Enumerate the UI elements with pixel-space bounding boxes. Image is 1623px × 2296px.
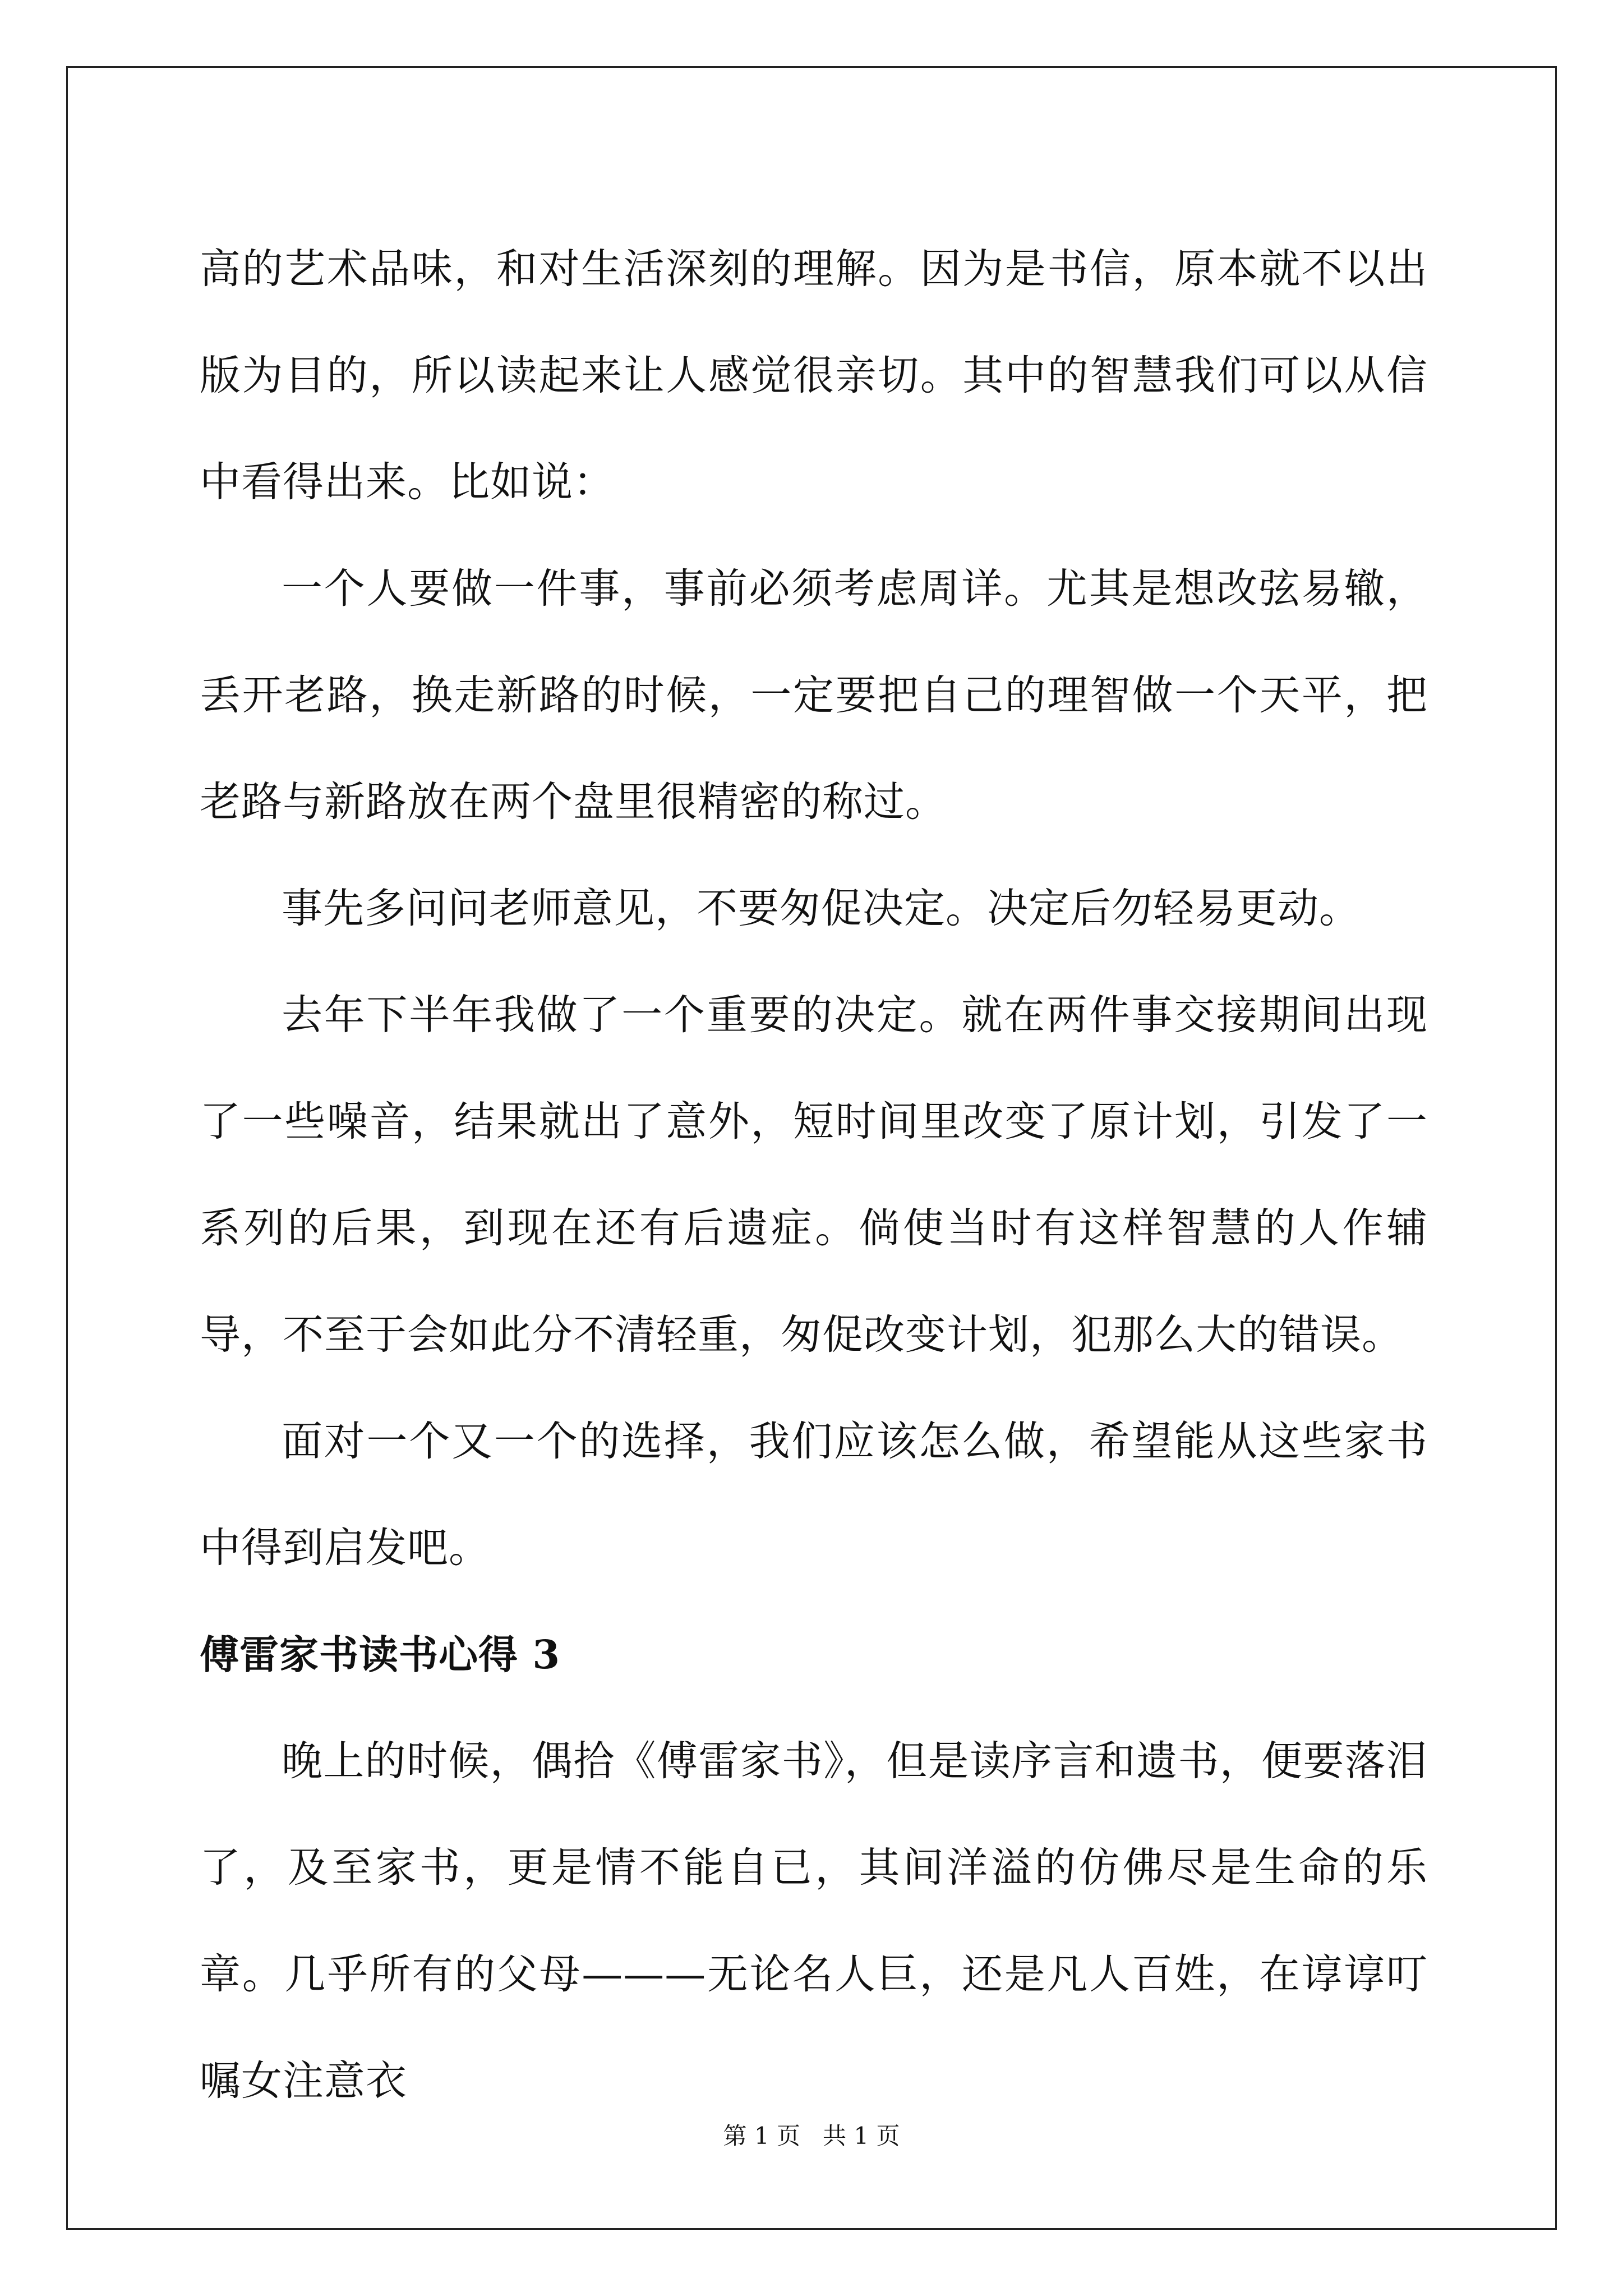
paragraph-2: 一个人要做一件事，事前必须考虑周详。尤其是想改弦易辙，丢开老路，换走新路的时候，一定要把自己的理智做一个天平，把老路与新路放在两个盘里很精密的称过。 xyxy=(200,565,1428,826)
section-paragraph-1: 晚上的时候，偶拾《傅雷家书》，但是读序言和遗书，便要落泪了，及至家书，更是情不能自已，其间洋溢的仿佛尽是生命的乐章。几乎所有的父母———无论名人巨，还是凡人百姓，在谆谆叮嘱女注意衣 xyxy=(200,1737,1428,2105)
paragraph-5: 面对一个又一个的选择，我们应该怎么做，希望能从这些家书中得到启发吧。 xyxy=(200,1418,1428,1572)
document-body xyxy=(200,216,1428,2134)
page-footer xyxy=(0,2119,1623,2153)
page-number: 第 1 页 xyxy=(723,2122,800,2150)
page-total: 共 1 页 xyxy=(823,2122,900,2150)
section-heading: 傅雷家书读书心得 3 xyxy=(200,1631,561,1678)
paragraph-3: 事先多问问老师意见，不要匆促决定。决定后勿轻易更动。 xyxy=(282,885,1361,932)
paragraph-4: 去年下半年我做了一个重要的决定。就在两件事交接期间出现了一些噪音，结果就出了意外，短时间里改变了原计划，引发了一系列的后果，到现在还有后遗症。倘使当时有这样智慧的人作辅导，不至于会如此分不清轻重，匆促改变计划，犯那么大的错误。 xyxy=(200,991,1428,1359)
paragraph-1: 高的艺术品味，和对生活深刻的理解。因为是书信，原本就不以出版为目的，所以读起来让人感觉很亲切。其中的智慧我们可以从信中看得出来。比如说： xyxy=(200,245,1428,506)
